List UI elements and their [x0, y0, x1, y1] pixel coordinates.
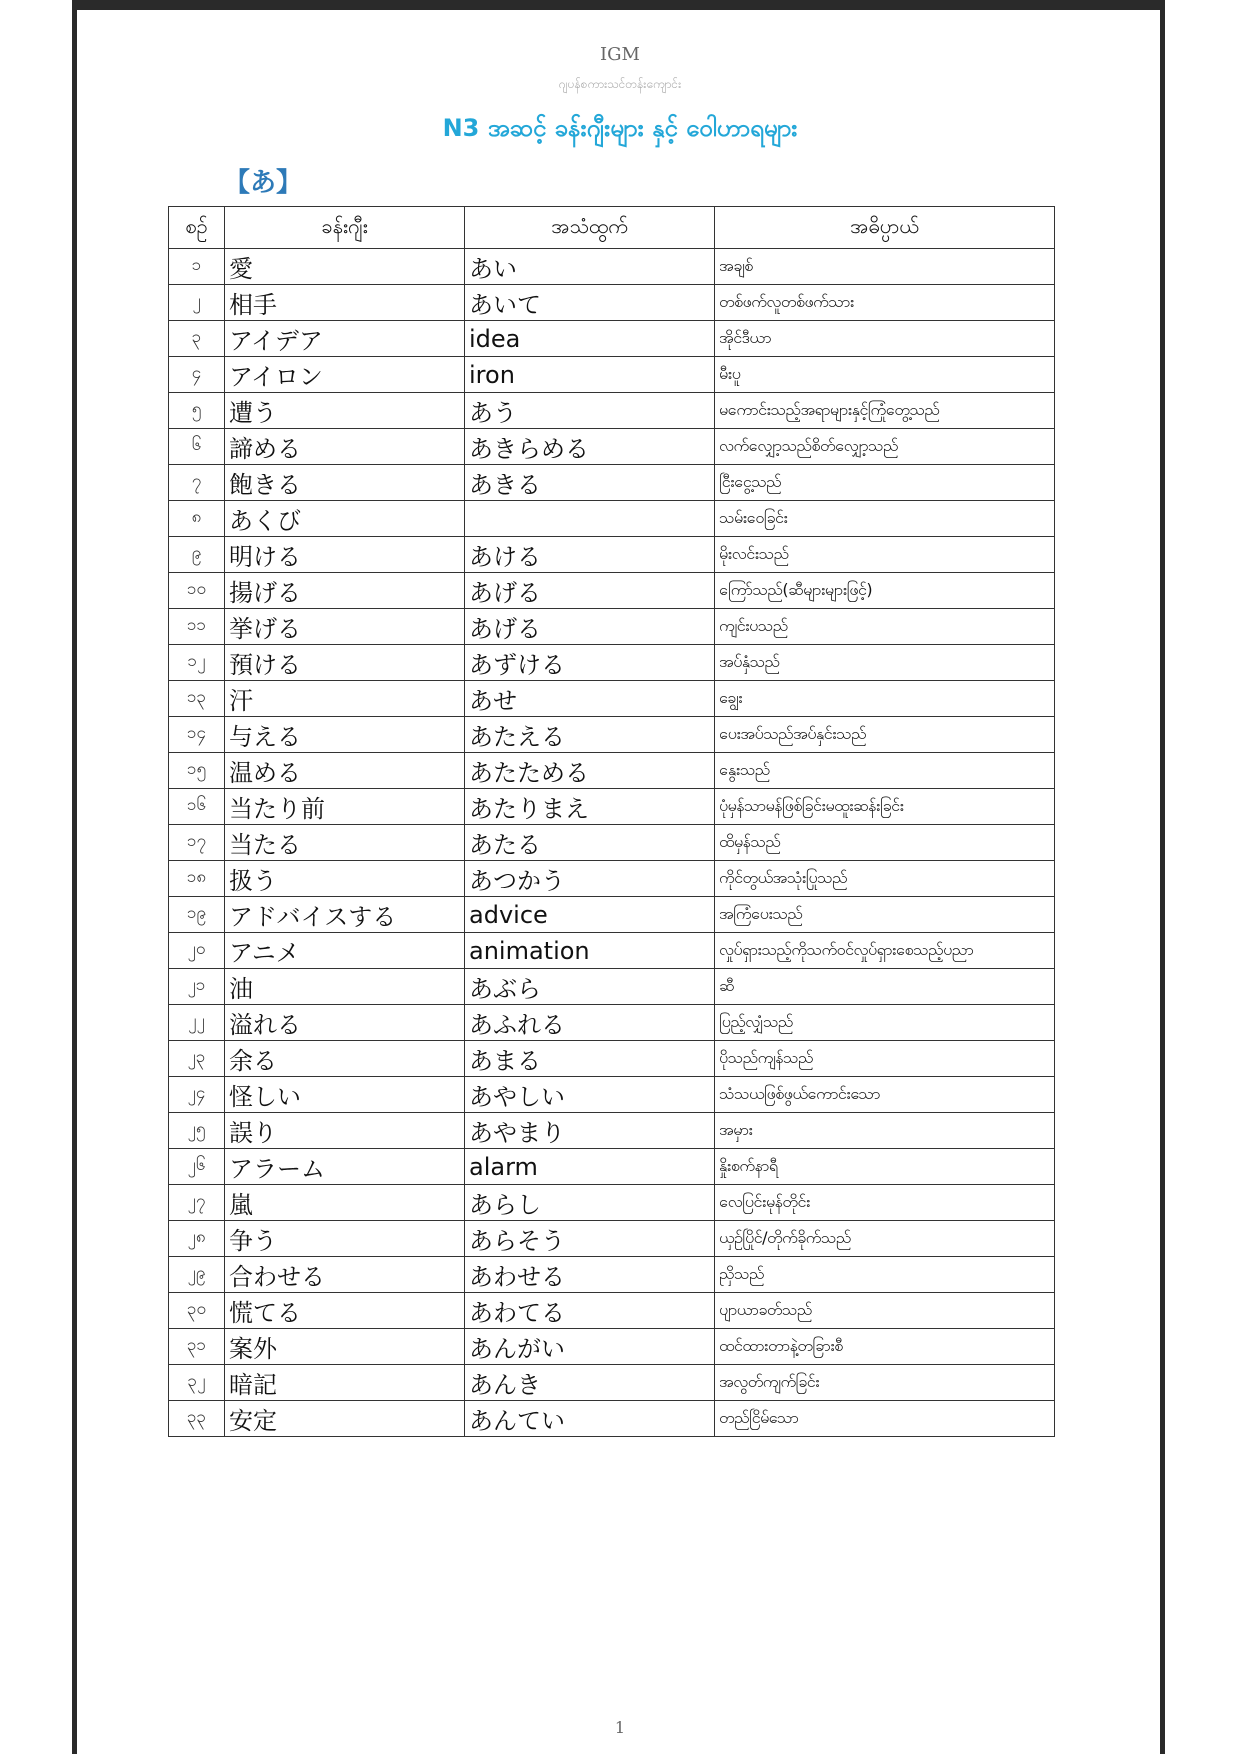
page-title: N3 အဆင့် ခန်းဂျီးများ နှင့် ဝေါဟာရများ [442, 114, 798, 142]
row-number: ၂၅ [169, 1113, 225, 1149]
row-kanji: アドバイスする [225, 897, 465, 933]
table-row [169, 969, 1055, 1005]
row-meaning: ငြီးငွေ့သည် [715, 465, 1055, 501]
row-kanji: 預ける [225, 645, 465, 681]
row-number: ၉ [169, 537, 225, 573]
table-row [169, 789, 1055, 825]
row-kanji: 合わせる [225, 1257, 465, 1293]
row-meaning: ဆီ [715, 969, 1055, 1005]
row-kanji: 慌てる [225, 1293, 465, 1329]
row-reading: あぶら [465, 969, 715, 1005]
table-row [169, 717, 1055, 753]
header-number: စဉ် [169, 207, 225, 249]
row-meaning: မီးပူ [715, 357, 1055, 393]
table-row [169, 897, 1055, 933]
row-meaning: အကြံပေးသည် [715, 897, 1055, 933]
header-reading: အသံထွက် [465, 207, 715, 249]
table-row [169, 1365, 1055, 1401]
row-number: ၂၀ [169, 933, 225, 969]
row-kanji: 与える [225, 717, 465, 753]
table-row [169, 1401, 1055, 1437]
row-kanji: 遭う [225, 393, 465, 429]
row-meaning: အချစ် [715, 249, 1055, 285]
row-kanji: アニメ [225, 933, 465, 969]
section-heading: 【あ】 [224, 168, 303, 198]
row-kanji: 余る [225, 1041, 465, 1077]
row-meaning: ပိုသည်ကျန်သည် [715, 1041, 1055, 1077]
row-reading: あずける [465, 645, 715, 681]
row-meaning: တစ်ဖက်လူတစ်ဖက်သား [715, 285, 1055, 321]
row-reading: あげる [465, 609, 715, 645]
row-number: ၂၃ [169, 1041, 225, 1077]
row-meaning: မကောင်းသည့်အရာများနှင့်ကြုံတွေ့သည် [715, 393, 1055, 429]
row-kanji: 暗記 [225, 1365, 465, 1401]
row-number: ၁၆ [169, 789, 225, 825]
header-meaning: အဓိပ္ပာယ် [715, 207, 1055, 249]
table-row [169, 1113, 1055, 1149]
row-meaning: ပုံမှန်သာမန်ဖြစ်ခြင်းမထူးဆန်းခြင်း [715, 789, 1055, 825]
table-row [169, 753, 1055, 789]
row-meaning: ကျင်းပသည် [715, 609, 1055, 645]
row-number: ၆ [169, 429, 225, 465]
window-left-border [72, 0, 77, 1754]
row-number: ၂၄ [169, 1077, 225, 1113]
row-reading: あんがい [465, 1329, 715, 1365]
row-reading: あう [465, 393, 715, 429]
row-kanji: 挙げる [225, 609, 465, 645]
row-kanji: 飽きる [225, 465, 465, 501]
row-meaning: အမှား [715, 1113, 1055, 1149]
row-kanji: 温める [225, 753, 465, 789]
table-row [169, 825, 1055, 861]
row-number: ၁၉ [169, 897, 225, 933]
row-reading: あんき [465, 1365, 715, 1401]
row-kanji: 揚げる [225, 573, 465, 609]
table-row [169, 393, 1055, 429]
row-meaning: နွေးသည် [715, 753, 1055, 789]
row-meaning: ချွေး [715, 681, 1055, 717]
row-meaning: နှိုးစက်နာရီ [715, 1149, 1055, 1185]
table-row [169, 1005, 1055, 1041]
row-reading: あんてい [465, 1401, 715, 1437]
row-meaning: ထိမှန်သည် [715, 825, 1055, 861]
row-kanji: 明ける [225, 537, 465, 573]
row-reading: あわてる [465, 1293, 715, 1329]
row-reading: あきる [465, 465, 715, 501]
table-row [169, 1149, 1055, 1185]
row-meaning: ကြော်သည်(ဆီများများဖြင့်) [715, 573, 1055, 609]
table-row [169, 1329, 1055, 1365]
table-row [169, 861, 1055, 897]
row-kanji: 誤り [225, 1113, 465, 1149]
row-number: ၅ [169, 393, 225, 429]
row-reading: あまる [465, 1041, 715, 1077]
row-reading: あたためる [465, 753, 715, 789]
row-meaning: သမ်းဝေခြင်း [715, 501, 1055, 537]
row-meaning: ယှဉ်ပြိုင်/တိုက်ခိုက်သည် [715, 1221, 1055, 1257]
row-meaning: မိုးလင်းသည် [715, 537, 1055, 573]
table-row [169, 609, 1055, 645]
table-row [169, 681, 1055, 717]
row-number: ၁၅ [169, 753, 225, 789]
row-meaning: အလွတ်ကျက်ခြင်း [715, 1365, 1055, 1401]
row-reading: あふれる [465, 1005, 715, 1041]
table-row [169, 1041, 1055, 1077]
row-reading: あいて [465, 285, 715, 321]
table-row [169, 1257, 1055, 1293]
table-row [169, 1293, 1055, 1329]
row-kanji: 当たり前 [225, 789, 465, 825]
row-number: ၁၈ [169, 861, 225, 897]
row-kanji: 諦める [225, 429, 465, 465]
row-kanji: アラーム [225, 1149, 465, 1185]
row-meaning: ညှိသည် [715, 1257, 1055, 1293]
row-reading: あらし [465, 1185, 715, 1221]
row-number: ၂၆ [169, 1149, 225, 1185]
row-meaning: သံသယဖြစ်ဖွယ်ကောင်းသော [715, 1077, 1055, 1113]
row-reading: あげる [465, 573, 715, 609]
table-row [169, 1077, 1055, 1113]
header-kanji: ခန်းဂျီး [225, 207, 465, 249]
row-kanji: 汗 [225, 681, 465, 717]
row-reading: animation [465, 933, 715, 969]
row-kanji: 争う [225, 1221, 465, 1257]
row-number: ၄ [169, 357, 225, 393]
org-name: IGM [600, 44, 640, 65]
row-kanji: 愛 [225, 249, 465, 285]
row-meaning: တည်ငြိမ်သော [715, 1401, 1055, 1437]
row-reading: alarm [465, 1149, 715, 1185]
row-reading: あらそう [465, 1221, 715, 1257]
vocabulary-table [168, 206, 1055, 1437]
row-kanji: アイデア [225, 321, 465, 357]
row-reading: あつかう [465, 861, 715, 897]
table-row [169, 573, 1055, 609]
table-row [169, 933, 1055, 969]
row-kanji: 案外 [225, 1329, 465, 1365]
row-number: ၁၂ [169, 645, 225, 681]
table-row [169, 429, 1055, 465]
row-meaning: အပ်နှံသည် [715, 645, 1055, 681]
row-kanji: 当たる [225, 825, 465, 861]
table-row [169, 321, 1055, 357]
row-meaning: ပေးအပ်သည်အပ်နှင်းသည် [715, 717, 1055, 753]
page-number: 1 [614, 1718, 626, 1737]
row-reading: あたる [465, 825, 715, 861]
table-body [169, 249, 1055, 1437]
table-row [169, 645, 1055, 681]
row-number: ၁ [169, 249, 225, 285]
row-reading: あやしい [465, 1077, 715, 1113]
table-header-row [169, 207, 1055, 249]
row-meaning: ကိုင်တွယ်အသုံးပြုသည် [715, 861, 1055, 897]
row-number: ၁၃ [169, 681, 225, 717]
row-number: ၃၂ [169, 1365, 225, 1401]
row-meaning: ထင်ထားတာနဲ့တခြားစီ [715, 1329, 1055, 1365]
table-row [169, 285, 1055, 321]
row-reading: あたりまえ [465, 789, 715, 825]
row-kanji: 扱う [225, 861, 465, 897]
table-row [169, 249, 1055, 285]
row-reading: あせ [465, 681, 715, 717]
row-meaning: အိုင်ဒီယာ [715, 321, 1055, 357]
row-reading: あい [465, 249, 715, 285]
row-number: ၇ [169, 465, 225, 501]
row-number: ၂၈ [169, 1221, 225, 1257]
row-kanji: 怪しい [225, 1077, 465, 1113]
row-kanji: 安定 [225, 1401, 465, 1437]
table-row [169, 465, 1055, 501]
row-number: ၁၀ [169, 573, 225, 609]
window-top-border [72, 0, 1164, 10]
row-number: ၈ [169, 501, 225, 537]
row-number: ၃ [169, 321, 225, 357]
row-number: ၂၉ [169, 1257, 225, 1293]
row-reading: あける [465, 537, 715, 573]
row-number: ၂၂ [169, 1005, 225, 1041]
table-row [169, 357, 1055, 393]
row-reading: iron [465, 357, 715, 393]
table-row [169, 501, 1055, 537]
row-meaning: လေပြင်းမုန်တိုင်း [715, 1185, 1055, 1221]
org-subtitle: ဂျပန်စကားသင်တန်းကျောင်း [558, 77, 682, 91]
row-reading: idea [465, 321, 715, 357]
row-kanji: 相手 [225, 285, 465, 321]
row-reading: あたえる [465, 717, 715, 753]
row-number: ၁၄ [169, 717, 225, 753]
row-number: ၃၁ [169, 1329, 225, 1365]
row-kanji: 嵐 [225, 1185, 465, 1221]
row-number: ၁၁ [169, 609, 225, 645]
row-number: ၃၃ [169, 1401, 225, 1437]
row-number: ၂၁ [169, 969, 225, 1005]
row-reading [465, 501, 715, 537]
row-kanji: あくび [225, 501, 465, 537]
row-kanji: 溢れる [225, 1005, 465, 1041]
row-kanji: 油 [225, 969, 465, 1005]
table-row [169, 1221, 1055, 1257]
row-number: ၃၀ [169, 1293, 225, 1329]
row-number: ၂ [169, 285, 225, 321]
table-row [169, 537, 1055, 573]
row-reading: advice [465, 897, 715, 933]
row-number: ၂၇ [169, 1185, 225, 1221]
window-right-border [1160, 0, 1165, 1754]
row-kanji: アイロン [225, 357, 465, 393]
row-meaning: လက်လျှော့သည်စိတ်လျှော့သည် [715, 429, 1055, 465]
row-reading: あわせる [465, 1257, 715, 1293]
table-row [169, 1185, 1055, 1221]
row-number: ၁၇ [169, 825, 225, 861]
row-reading: あきらめる [465, 429, 715, 465]
row-reading: あやまり [465, 1113, 715, 1149]
row-meaning: ပြည့်လျှံသည် [715, 1005, 1055, 1041]
row-meaning: လှုပ်ရှားသည့်ကိုသက်ဝင်လှုပ်ရှားစေသည့်ပညာ [715, 933, 1055, 969]
row-meaning: ပျာယာခတ်သည် [715, 1293, 1055, 1329]
